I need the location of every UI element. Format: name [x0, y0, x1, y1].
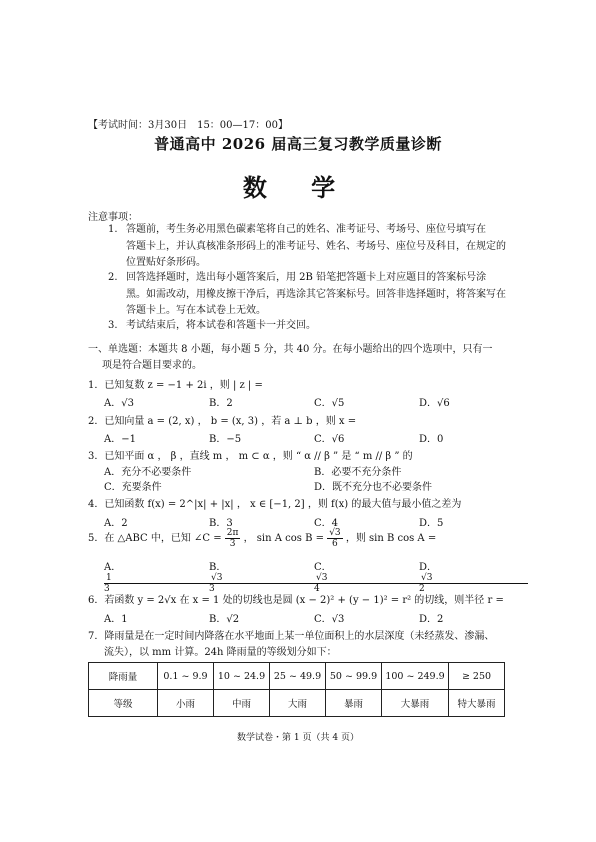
- table-row: [89, 663, 505, 690]
- frac-den: 6: [332, 539, 338, 549]
- option-b: B．2: [209, 398, 233, 409]
- option-d: D．既不充分也不必要条件: [314, 482, 433, 493]
- frac-den: 3: [104, 584, 110, 594]
- question-6-options: [104, 610, 524, 625]
- stem-mid: ， sin A cos B =: [243, 533, 324, 544]
- option-b: B．3: [209, 518, 233, 529]
- option-label: D．: [419, 562, 438, 573]
- page-footer: 数学试卷・第 1 页（共 4 页）: [237, 733, 359, 743]
- page-title: 普通高中 2026 届高三复习教学质量诊断: [154, 135, 442, 153]
- rainfall-table: [88, 662, 505, 717]
- subject-title: 数 学: [242, 173, 354, 202]
- question-1-options: [104, 394, 524, 409]
- stem-post: ，则 sin B cos A =: [345, 533, 437, 544]
- table-cell: ≥ 250: [449, 663, 505, 690]
- notice-item-3: [108, 318, 512, 335]
- table-cell: 0.1 ~ 9.9: [158, 663, 214, 690]
- table-cell: 50 ~ 99.9: [326, 663, 382, 690]
- section-heading: [88, 342, 514, 374]
- notice-num: 2.: [108, 272, 118, 283]
- frac-num: √3: [209, 573, 318, 584]
- table-cell: 25 ~ 49.9: [270, 663, 326, 690]
- notice-heading: 注意事项：: [88, 212, 138, 223]
- question-2-stem: 2．已知向量 a = (2, x) ， b = (x, 3) ，若 a ⊥ b ，则 x =: [88, 416, 357, 427]
- option-c: C．充要条件: [104, 482, 162, 493]
- option-a: A．1: [104, 614, 128, 625]
- frac-num: √3: [329, 528, 341, 538]
- option-d: D．5: [419, 518, 444, 529]
- question-7-line-1: 7．降雨量是在一定时间内降落在水平地面上某一单位面积上的水层深度（未经蒸发、渗漏、: [88, 631, 495, 642]
- notice-item-1: [108, 222, 512, 272]
- notice-text: 考试结束后，将本试卷和答题卡一并交回。: [126, 320, 316, 331]
- frac-num: 2π: [226, 528, 239, 538]
- question-4-stem: 4．已知函数 f(x) = 2^|x| + |x| ， x ∈ [−1, 2] ，则 f(x) 的最大值与最小值之差为: [88, 499, 462, 510]
- option-b: [209, 558, 314, 594]
- table-cell: 100 ~ 249.9: [382, 663, 449, 690]
- option-d: D．√6: [419, 398, 450, 409]
- table-cell: 10 ~ 24.9: [214, 663, 270, 690]
- notice-item-2: [108, 270, 512, 320]
- option-b: B．必要不充分条件: [314, 467, 402, 478]
- frac-num: 1: [104, 573, 213, 584]
- question-6-stem: 6．若函数 y = 2√x 在 x = 1 处的切线也是圆 (x − 2)² + (y − 1)² = r² 的切线，则半径 r =: [88, 595, 504, 606]
- option-b: B．√2: [209, 614, 240, 625]
- option-b: B．−5: [209, 434, 242, 445]
- frac-den: 2: [419, 584, 425, 594]
- option-c: C．√3: [314, 614, 345, 625]
- option-a: A．2: [104, 518, 128, 529]
- question-2-options: [104, 430, 524, 445]
- table-cell: 大雨: [270, 690, 326, 717]
- question-5-stem: [88, 528, 518, 549]
- notice-text: 回答选择题时，选出每小题答案后，用 2B 铅笔把答题卡上对应题目的答案标号涂: [126, 272, 487, 283]
- frac-num: √3: [419, 573, 528, 584]
- option-c: C．√5: [314, 398, 345, 409]
- question-5-options: [104, 558, 524, 594]
- table-cell: 特大暴雨: [449, 690, 505, 717]
- frac-den: 3: [229, 539, 236, 549]
- table-cell: 暴雨: [326, 690, 382, 717]
- table-cell: 降雨量: [89, 663, 158, 690]
- notice-num: 1.: [108, 224, 118, 235]
- table-cell: 等级: [89, 690, 158, 717]
- option-label: B．: [209, 562, 227, 573]
- fraction-angle: [225, 528, 241, 549]
- table-cell: 小雨: [158, 690, 214, 717]
- question-1-stem: 1．已知复数 z = −1 + 2i ，则 | z | =: [88, 380, 263, 391]
- section-line-1: 一、单选题：本题共 8 小题，每小题 5 分，共 40 分。在每小题给出的四个选项中，只有一: [88, 344, 493, 355]
- question-3-options-row1: [104, 463, 524, 478]
- option-a: A．−1: [104, 434, 136, 445]
- frac-num: √3: [314, 573, 423, 584]
- option-c: C．√6: [314, 434, 345, 445]
- option-c: C．4: [314, 518, 339, 529]
- table-row: [89, 690, 505, 717]
- exam-time: 【考试时间：3月30日 15：00—17：00】: [88, 120, 288, 131]
- table-cell: 大暴雨: [382, 690, 449, 717]
- notice-cont: 答题卡上，并认真核准条形码上的准考证号、姓名、考场号、座位号及科目，在规定的位置贴好条形码。: [126, 240, 506, 268]
- stem-pre: 5．在 △ABC 中，已知 ∠C =: [88, 533, 222, 544]
- question-7-line-2: 流失），以 mm 计算。24h 降雨量的等级划分如下：: [104, 647, 337, 658]
- question-4-options: [104, 514, 524, 529]
- option-label: C．: [314, 562, 332, 573]
- frac-den: 4: [314, 584, 320, 594]
- section-line-2: 项是符合题目要求的。: [102, 360, 202, 371]
- question-3-options-row2: [104, 478, 524, 493]
- question-3-stem: 3．已知平面 α ， β ，直线 m ， m ⊂ α ，则 “ α // β ” 是 “ m // β ” 的: [88, 451, 413, 462]
- fraction-sin: [327, 528, 342, 549]
- table-cell: 中雨: [214, 690, 270, 717]
- notice-text: 答题前，考生务必用黑色碳素笔将自己的姓名、准考证号、考场号、座位号填写在: [126, 224, 486, 235]
- option-c: [314, 558, 419, 594]
- option-d: D．0: [419, 434, 444, 445]
- option-d: [419, 558, 524, 594]
- frac-den: 3: [209, 584, 215, 594]
- option-a: [104, 558, 209, 594]
- option-d: D．2: [419, 614, 444, 625]
- notice-cont: 黑。如需改动，用橡皮擦干净后，再选涂其它答案标号。回答非选择题时，将答案写在答题卡上。写在本试卷上无效。: [126, 288, 506, 316]
- notice-num: 3.: [108, 320, 118, 331]
- option-label: A．: [104, 562, 122, 573]
- option-a: A．√3: [104, 398, 134, 409]
- option-a: A．充分不必要条件: [104, 467, 192, 478]
